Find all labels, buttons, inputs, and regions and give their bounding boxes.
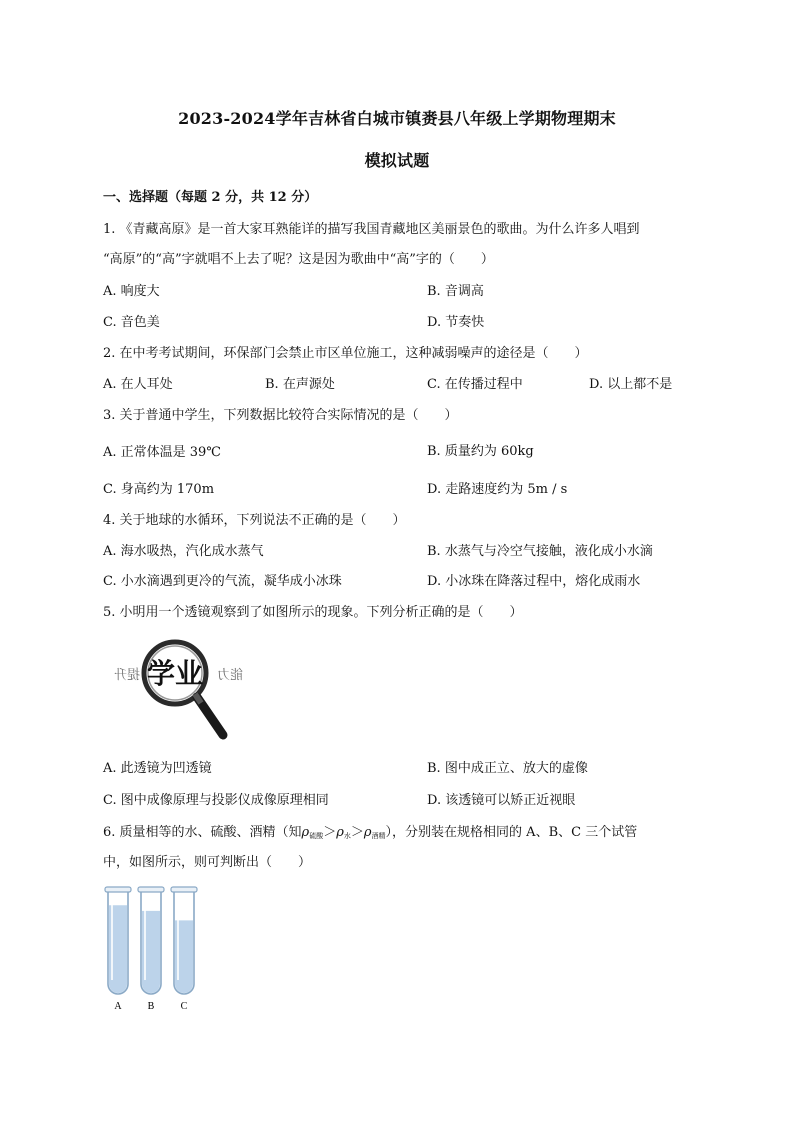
q1-option-d[interactable]: D. 节奏快 <box>427 315 485 330</box>
tube-label-c: C <box>180 1001 188 1012</box>
section-heading: 一、选择题（每题 2 分，共 12 分） <box>103 190 318 205</box>
q1-option-a[interactable]: A. 响度大 <box>103 284 160 299</box>
q5-option-d[interactable]: D. 该透镜可以矫正近视眼 <box>427 793 576 808</box>
q3-stem: 3. 关于普通中学生，下列数据比较符合实际情况的是（ ） <box>103 408 458 423</box>
q1-option-c[interactable]: C. 音色美 <box>103 315 160 330</box>
magnifier-figure <box>103 637 253 745</box>
q4-option-b[interactable]: B. 水蒸气与冷空气接触，液化成小水滴 <box>427 544 653 559</box>
q3-option-c[interactable]: C. 身高约为 170m <box>103 482 215 497</box>
q4-option-c[interactable]: C. 小水滴遇到更冷的气流，凝华成小冰珠 <box>103 574 342 589</box>
q5-option-a[interactable]: A. 此透镜为凹透镜 <box>103 761 212 776</box>
q3-option-b[interactable]: B. 质量约为 60kg <box>427 444 534 459</box>
tube-label-b: B <box>147 1001 155 1012</box>
test-tubes-figure <box>100 882 210 1012</box>
q6-stem-line2: 中，如图所示，则可判断出（ ） <box>103 855 312 870</box>
svg-text:能力: 能力 <box>216 668 243 683</box>
q3-option-a[interactable]: A. 正常体温是 39℃ <box>103 445 221 460</box>
test-tube-b <box>138 887 164 1012</box>
q5-option-c[interactable]: C. 图中成像原理与投影仪成像原理相同 <box>103 793 329 808</box>
q2-option-c[interactable]: C. 在传播过程中 <box>427 377 523 392</box>
lens-magnified-text: 学业 <box>146 657 204 690</box>
q1-stem-line2: “高原”的“高”字就唱不上去了呢？这是因为歌曲中“高”字的（ ） <box>103 252 494 267</box>
page-subtitle: 模拟试题 <box>364 151 430 170</box>
test-tube-a <box>105 887 131 1012</box>
q4-stem: 4. 关于地球的水循环，下列说法不正确的是（ ） <box>103 513 406 528</box>
tube-label-a: A <box>114 1001 122 1012</box>
q2-stem: 2. 在中考考试期间，环保部门会禁止市区单位施工，这种减弱噪声的途径是（ ） <box>103 346 588 361</box>
q5-stem: 5. 小明用一个透镜观察到了如图所示的现象。下列分析正确的是（ ） <box>103 605 523 620</box>
q4-option-d[interactable]: D. 小冰珠在降落过程中，熔化成雨水 <box>427 574 641 589</box>
q4-option-a[interactable]: A. 海水吸热，汽化成水蒸气 <box>103 544 264 559</box>
q1-stem-line1: 1. 《青藏高原》是一首大家耳熟能详的描写我国青藏地区美丽景色的歌曲。为什么许多人唱到 <box>103 222 640 237</box>
svg-text:提升: 提升 <box>113 668 140 683</box>
q1-option-b[interactable]: B. 音调高 <box>427 284 484 299</box>
q2-option-d[interactable]: D. 以上都不是 <box>589 377 673 392</box>
page-title: 2023-2024学年吉林省白城市镇赉县八年级上学期物理期末 <box>178 109 616 128</box>
test-tube-c <box>171 887 197 1012</box>
q5-option-b[interactable]: B. 图中成正立、放大的虚像 <box>427 761 588 776</box>
q2-option-a[interactable]: A. 在人耳处 <box>103 377 173 392</box>
q2-option-b[interactable]: B. 在声源处 <box>265 377 335 392</box>
q3-option-d[interactable]: D. 走路速度约为 5m / s <box>427 482 568 497</box>
q6-stem-line1: 6. 质量相等的水、硫酸、酒精（知$\rho_{硫酸}>\rho_水>\rho_{酒精}$），分别装在规格相同的 A、B、C 三个试管 <box>103 825 638 840</box>
